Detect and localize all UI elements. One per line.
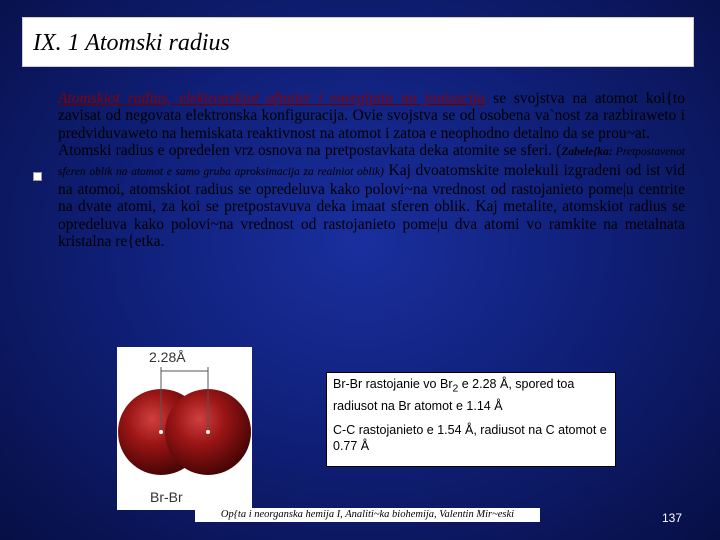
body-text — [58, 90, 685, 251]
paragraph-1 — [58, 90, 685, 142]
left-nucleus — [159, 430, 163, 434]
bullet-icon — [33, 172, 42, 181]
note-text: Pretpostavenot sferen oblik na atomot e samo gruba aproksimacija za realniot oblik) — [58, 146, 685, 178]
molecule-label: Br-Br — [150, 489, 183, 505]
br2-molecule-figure — [117, 347, 252, 510]
info-br: Br-Br rastojanie vo $Br_2$ e 2.28 Å, spored toa radiusot na Br atomot e 1.14 Å — [333, 377, 575, 413]
slide-title: IX. 1 Atomski radius — [33, 30, 230, 56]
paragraph-2-rest: Kaj dvoatomskite molekuli izgradeni od ist vid na atomoi, atomskiot radius se opredeluva kako polovi~na vrednost od rastojanieto pome|u centrite na dvate atomi, za koi se pretpostavuva deka imaat sferen oblik. Kaj metalite, atomskiot radius se opredeluva kako polovi~na vrednost od rastojanieto pome|u dva atomi vo ramkite na metalnata kristalna re{etka. — [58, 161, 685, 251]
paragraph-2 — [58, 142, 685, 250]
info-c: C-C rastojanieto e 1.54 Å, radiusot na C atomot e 0.77 Å — [333, 422, 607, 453]
right-nucleus — [206, 430, 210, 434]
distance-label: 2.28Å — [149, 349, 186, 365]
footer: Op{ta i neorganska hemija I, Analiti~ka biohemija, Valentin Mir~eski — [195, 508, 540, 522]
note-label: Zabele{ka: — [561, 146, 613, 159]
molecule-drawing — [117, 347, 252, 510]
page-number: 137 — [662, 511, 683, 525]
info-box — [326, 372, 616, 467]
paragraph-2-start: Atomski radius e opredelen vrz osnova na pretpostavkata deka atomite se sferi. ( — [58, 142, 562, 160]
highlighted-terms: Atomskiot radius, elektronskiot afinitet i energijata na jonizacija — [58, 90, 486, 107]
paragraph-1-rest: se svojstva na atomot koi{to zavisat od negovata elektronska konfiguracija. Ovie svojstva se od osobena va`nost za razbiraweto i predviduvaweto na hemiskata reaktivnost na atomot i zatoa e neophodno detalno da se prou~at. — [58, 90, 685, 142]
title-box — [22, 17, 694, 67]
